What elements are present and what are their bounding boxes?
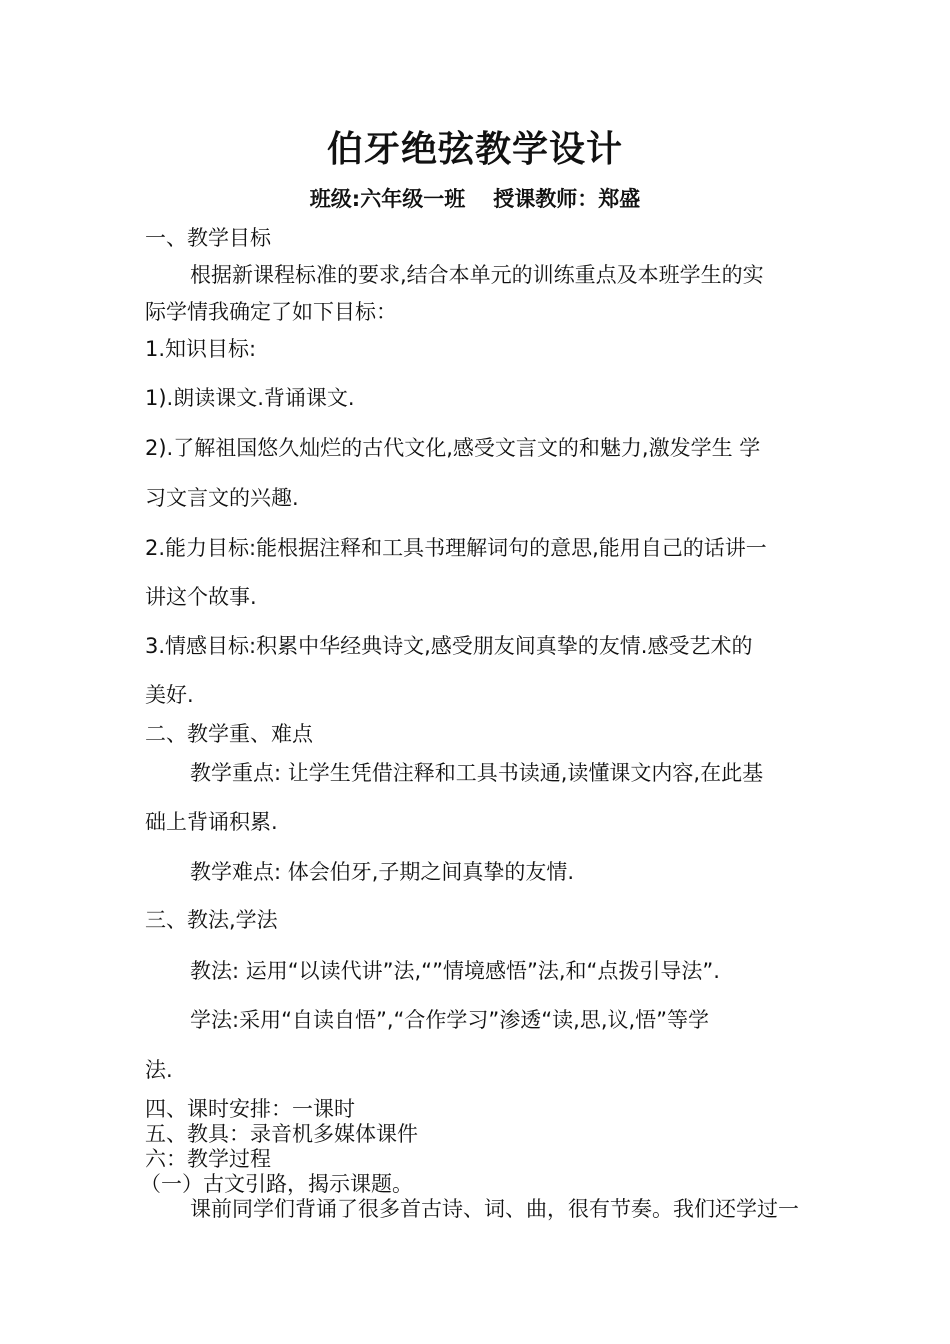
difficulty-line: 教学难点: 体会伯牙,子期之间真挚的友情. <box>190 860 575 884</box>
process-step-1: （一）古文引路，揭示课题。 <box>140 1172 413 1196</box>
knowledge-item-2: 2).了解祖国悠久灿烂的古代文化,感受文言文的和魅力,激发学生 学 <box>145 436 761 460</box>
ability-objective: 2.能力目标:能根据注释和工具书理解词句的意思,能用自己的话讲一 <box>145 536 767 560</box>
emotion-objective: 3.情感目标:积累中华经典诗文,感受朋友间真挚的友情.感受艺术的 <box>145 634 753 658</box>
section-heading-key-points: 二、教学重、难点 <box>145 722 313 746</box>
paragraph-line: 习文言文的兴趣. <box>145 486 299 510</box>
section-heading-objectives: 一、教学目标 <box>145 226 271 250</box>
document-subtitle <box>0 185 950 213</box>
paragraph-line: 课前同学们背诵了很多首古诗、词、曲，很有节奏。我们还学过一 <box>190 1197 799 1221</box>
paragraph-line: 础上背诵积累. <box>145 810 278 834</box>
paragraph-line: 际学情我确定了如下目标： <box>145 300 397 324</box>
section-heading-process: 六：教学过程 <box>145 1147 271 1171</box>
document-title: 伯牙绝弦教学设计 <box>326 129 623 170</box>
section-heading-tools: 五、教具：录音机多媒体课件 <box>145 1122 418 1146</box>
paragraph-line: 美好. <box>145 683 194 707</box>
paragraph-line: 法. <box>145 1058 173 1082</box>
paragraph-line: 讲这个故事. <box>145 585 257 609</box>
teacher-info: 授课教师：郑盛 <box>493 187 641 211</box>
knowledge-item-1: 1).朗读课文.背诵课文. <box>145 386 355 410</box>
teaching-method-line: 教法: 运用“以读代讲”法,“”情境感悟”法,和“点拨引导法”. <box>190 959 720 983</box>
class-info: 班级:六年级一班 <box>309 187 466 211</box>
section-heading-schedule: 四、课时安排：一课时 <box>145 1097 355 1121</box>
learning-method-line: 学法:采用“自读自悟”,“合作学习”渗透“读,思,议,悟”等学 <box>190 1008 710 1032</box>
section-heading-methods: 三、教法,学法 <box>145 908 278 932</box>
key-point-line: 教学重点: 让学生凭借注释和工具书读通,读懂课文内容,在此基 <box>190 761 764 785</box>
knowledge-objective-heading: 1.知识目标: <box>145 337 257 361</box>
paragraph-line: 根据新课程标准的要求,结合本单元的训练重点及本班学生的实 <box>190 263 764 287</box>
